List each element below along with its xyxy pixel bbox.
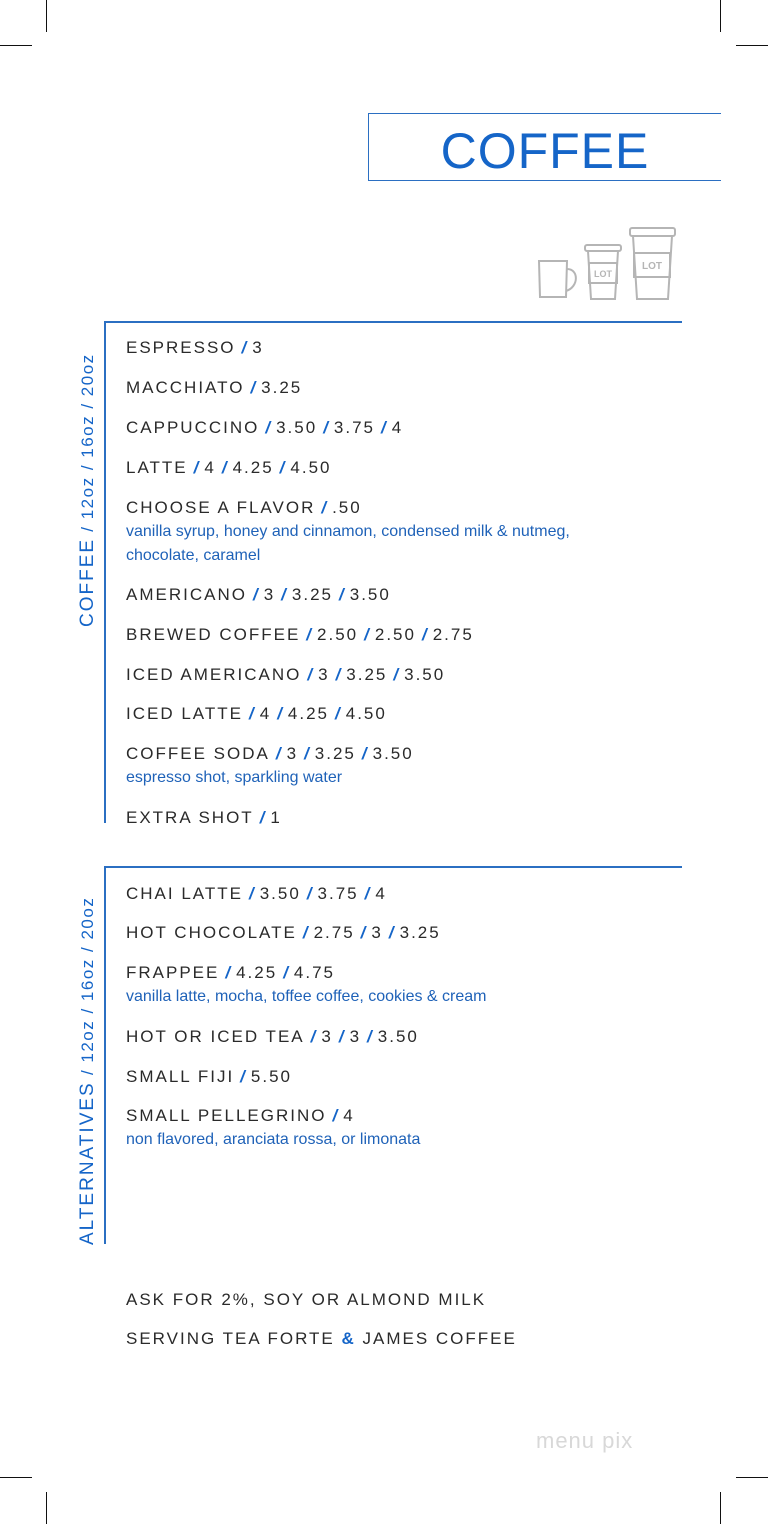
menu-item-price: 2.50 [317, 625, 359, 644]
menu-item-line [126, 416, 403, 440]
menu-item-price: 3 [321, 1027, 333, 1046]
menu-item-line [126, 663, 445, 687]
menu-item-line [126, 806, 282, 830]
menu-item [126, 376, 302, 400]
menu-item [126, 496, 646, 568]
title-box [368, 113, 721, 181]
ampersand: & [341, 1329, 356, 1348]
menu-item-name: FRAPPEE [126, 963, 220, 982]
menu-item-name: BREWED COFFEE [126, 625, 301, 644]
menu-item-price: 2.75 [432, 625, 474, 644]
price-separator: / [388, 923, 396, 942]
menu-item-name: AMERICANO [126, 585, 247, 604]
crop-mark [720, 1492, 721, 1524]
crop-mark [0, 1477, 32, 1478]
menu-item [126, 1104, 646, 1152]
menu-item-price: 2.50 [374, 625, 416, 644]
alternatives-side-label [77, 897, 99, 1245]
price-separator: / [275, 744, 283, 763]
side-label-sizes: / 12oz / 16oz / 20oz [78, 353, 97, 538]
menu-item-price: 4 [204, 458, 216, 477]
menu-item-description: vanilla syrup, honey and cinnamon, condensed milk & nutmeg, chocolate, caramel [126, 523, 570, 564]
menu-item-price: 4.25 [232, 458, 274, 477]
menu-item-price: 3.50 [349, 585, 391, 604]
price-separator: / [250, 378, 258, 397]
menu-item-line [126, 882, 387, 906]
menu-item-price: 5.50 [250, 1067, 292, 1086]
menu-item-price: 4 [391, 418, 404, 437]
side-label-main: ALTERNATIVES [77, 1081, 98, 1245]
menu-item-price: 2.75 [313, 923, 355, 942]
menu-item-price: 4 [375, 884, 387, 903]
price-separator: / [193, 458, 201, 477]
price-separator: / [283, 963, 290, 982]
menu-item-name: SMALL PELLEGRINO [126, 1106, 327, 1125]
price-separator: / [277, 704, 284, 723]
price-separator: / [265, 418, 273, 437]
price-separator: / [321, 498, 329, 517]
menu-item [126, 1065, 292, 1089]
menu-item [126, 921, 441, 945]
menu-item-name: ICED LATTE [126, 704, 243, 723]
price-separator: / [393, 665, 401, 684]
menu-item [126, 416, 403, 440]
menu-item [126, 623, 474, 647]
menu-item-price: 1 [270, 808, 282, 827]
price-separator: / [248, 884, 256, 903]
menu-item-line [126, 376, 302, 400]
menu-item-price: 3 [318, 665, 330, 684]
price-separator: / [323, 418, 330, 437]
menu-item-name: CAPPUCCINO [126, 418, 260, 437]
menu-item [126, 882, 387, 906]
menu-item [126, 456, 332, 480]
menu-item-price: 3.25 [291, 585, 333, 604]
menu-item-price: 4.25 [287, 704, 330, 723]
coffee-side-label [77, 353, 99, 627]
crop-mark [0, 45, 32, 46]
crop-mark [736, 45, 768, 46]
menu-item-price: 3.25 [261, 378, 303, 397]
menu-item-line [126, 456, 332, 480]
price-separator: / [335, 704, 342, 723]
price-separator: / [304, 744, 311, 763]
price-separator: / [281, 585, 288, 604]
menu-item [126, 336, 264, 360]
price-separator: / [252, 585, 260, 604]
menu-item-name: SMALL FIJI [126, 1067, 235, 1086]
price-separator: / [332, 1106, 340, 1125]
mug-icon [539, 261, 576, 297]
price-separator: / [279, 458, 287, 477]
cup-sizes-icon [535, 225, 680, 305]
menu-item-name: COFFEE SODA [126, 744, 270, 763]
menu-item-price: 3.25 [314, 744, 356, 763]
serving-note-post: JAMES COFFEE [355, 1329, 517, 1348]
menu-item-price: 3.25 [399, 923, 441, 942]
coffee-section-top-rule [104, 321, 682, 323]
menu-item-price: 3.25 [346, 665, 388, 684]
menu-item-name: ESPRESSO [126, 338, 236, 357]
price-separator: / [259, 808, 267, 827]
price-separator: / [338, 1027, 346, 1046]
menu-item-name: CHOOSE A FLAVOR [126, 498, 316, 517]
price-separator: / [364, 625, 371, 644]
watermark: menu pix [536, 1428, 634, 1453]
menu-item [126, 961, 646, 1009]
menu-item [126, 742, 646, 790]
price-separator: / [310, 1027, 318, 1046]
crop-mark [46, 0, 47, 32]
menu-item-price: 3.50 [259, 884, 301, 903]
price-separator: / [360, 923, 368, 942]
menu-item-price: 4.25 [236, 963, 278, 982]
price-separator: / [306, 884, 314, 903]
menu-item-description: non flavored, aranciata rossa, or limonata [126, 1131, 421, 1148]
menu-item-line [126, 742, 646, 766]
menu-item [126, 702, 387, 726]
menu-item-name: LATTE [126, 458, 188, 477]
cup-logo-text: LOT [594, 269, 612, 279]
price-separator: / [307, 665, 315, 684]
menu-item-name: MACCHIATO [126, 378, 245, 397]
menu-item-line [126, 1065, 292, 1089]
menu-item-line [126, 623, 474, 647]
side-label-main: COFFEE [77, 537, 98, 627]
menu-item-line [126, 961, 646, 985]
menu-item-line [126, 336, 264, 360]
menu-item-price: 3 [371, 923, 383, 942]
menu-item-line [126, 1025, 419, 1049]
price-separator: / [367, 1027, 374, 1046]
menu-item-line [126, 583, 391, 607]
cup-logo-text: LOT [642, 261, 662, 272]
menu-item-price: 3 [263, 585, 276, 604]
menu-item-price: 3.50 [404, 665, 446, 684]
menu-item-description: espresso shot, sparkling water [126, 769, 343, 786]
menu-item-price: 3.50 [276, 418, 318, 437]
price-separator: / [302, 923, 310, 942]
menu-item-price: 4 [259, 704, 272, 723]
menu-item-price: 4 [343, 1106, 355, 1125]
menu-item-name: EXTRA SHOT [126, 808, 254, 827]
menu-item-price: 3.75 [317, 884, 359, 903]
price-separator: / [241, 338, 249, 357]
menu-item-name: ICED AMERICANO [126, 665, 302, 684]
price-separator: / [240, 1067, 247, 1086]
price-separator: / [339, 585, 346, 604]
serving-note [126, 1329, 517, 1349]
crop-mark [736, 1477, 768, 1478]
price-separator: / [306, 625, 314, 644]
menu-item-line [126, 1104, 646, 1128]
menu-item-line [126, 921, 441, 945]
price-separator: / [421, 625, 429, 644]
menu-item-name: HOT OR ICED TEA [126, 1027, 305, 1046]
menu-item [126, 1025, 419, 1049]
menu-item [126, 806, 282, 830]
menu-item [126, 583, 391, 607]
coffee-section-left-rule [104, 321, 106, 823]
menu-item-name: CHAI LATTE [126, 884, 243, 903]
price-separator: / [221, 458, 229, 477]
menu-item-description: vanilla latte, mocha, toffee coffee, cookies & cream [126, 988, 487, 1005]
price-separator: / [364, 884, 372, 903]
alternatives-section-left-rule [104, 866, 106, 1244]
menu-item-price: 4.50 [345, 704, 387, 723]
milk-options-note: ASK FOR 2%, SOY OR ALMOND MILK [126, 1290, 487, 1309]
menu-item-line [126, 496, 646, 520]
side-label-sizes: / 12oz / 16oz / 20oz [78, 896, 97, 1082]
menu-item [126, 663, 445, 687]
menu-item-price: 4.50 [290, 458, 332, 477]
crop-mark [720, 0, 721, 32]
menu-item-price: 4.75 [293, 963, 336, 982]
alternatives-section-top-rule [104, 866, 682, 868]
menu-item-price: 3 [286, 744, 299, 763]
price-separator: / [225, 963, 233, 982]
price-separator: / [248, 704, 256, 723]
menu-item-price: 3.50 [372, 744, 414, 763]
menu-item-price: 3.50 [377, 1027, 419, 1046]
page-title: COFFEE [440, 123, 650, 179]
menu-item-price: 3 [349, 1027, 362, 1046]
menu-item-price: 3 [252, 338, 264, 357]
menu-item-price: .50 [332, 498, 362, 517]
menu-item-line [126, 702, 387, 726]
serving-note-pre: SERVING TEA FORTE [126, 1329, 342, 1348]
price-separator: / [361, 744, 369, 763]
price-separator: / [335, 665, 343, 684]
menu-item-name: HOT CHOCOLATE [126, 923, 297, 942]
menu-item-price: 3.75 [333, 418, 376, 437]
price-separator: / [381, 418, 388, 437]
crop-mark [46, 1492, 47, 1524]
